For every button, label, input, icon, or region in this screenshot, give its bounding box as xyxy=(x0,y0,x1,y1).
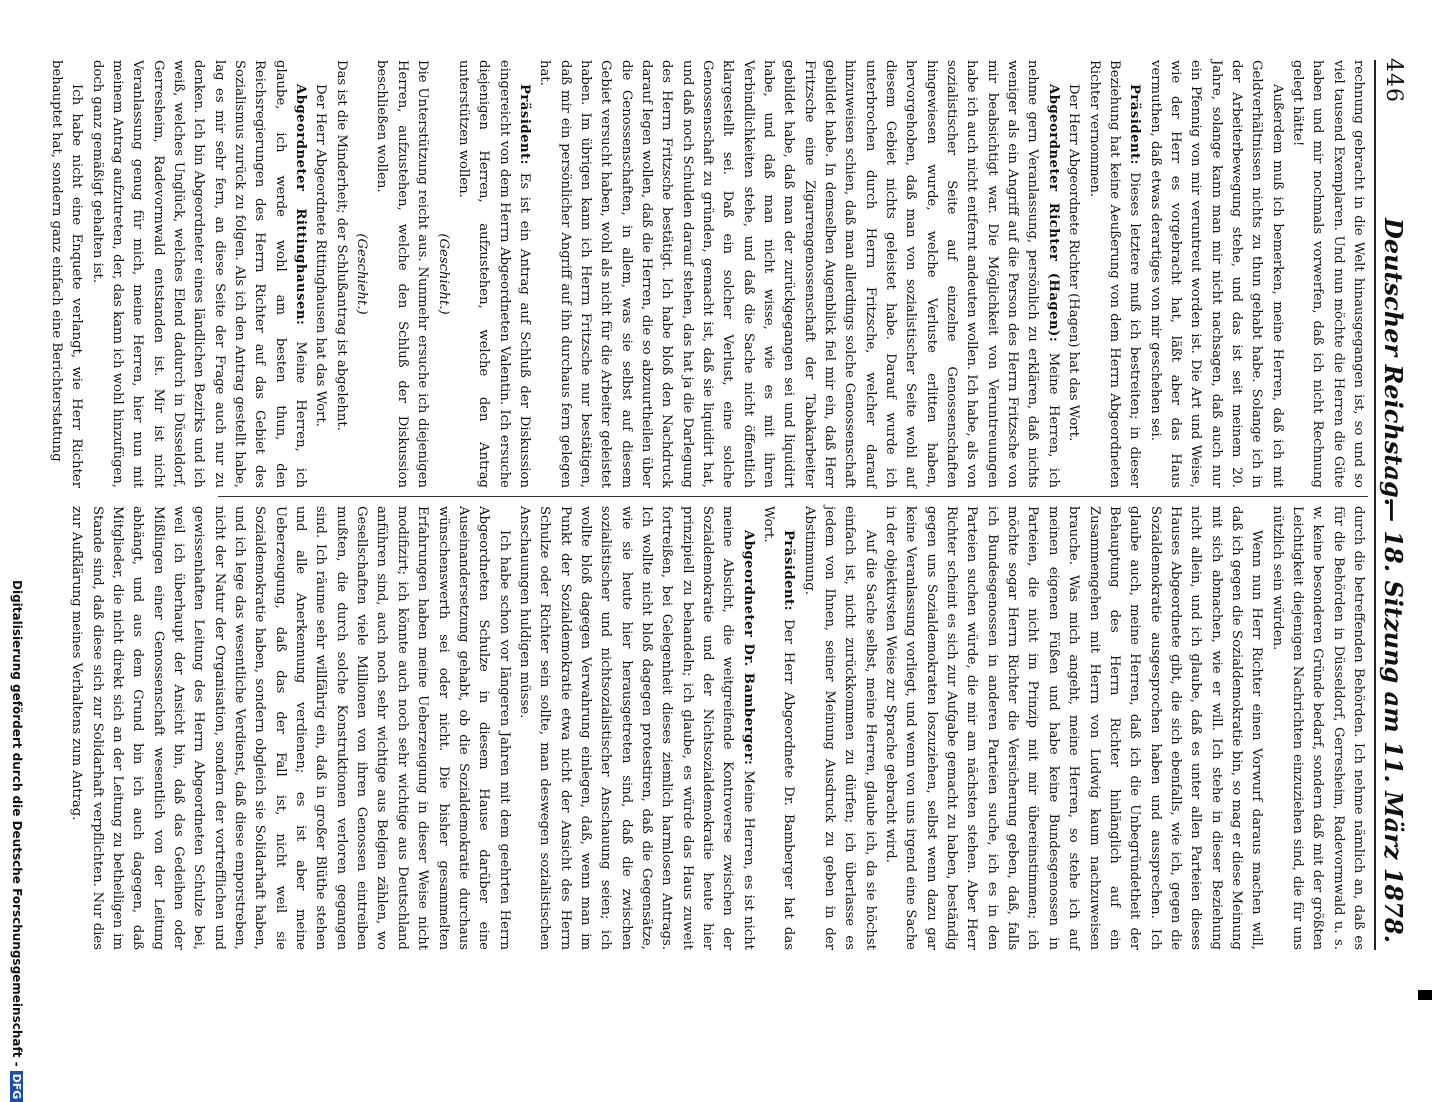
page-number: 446 xyxy=(1381,58,1406,103)
stage-direction: (Geschieht.) xyxy=(354,233,370,315)
text-column-left xyxy=(49,60,1368,488)
dfg-logo: DFG xyxy=(10,1071,23,1102)
paragraph: Ich habe nicht eine Enquete verlangt, wie Herr Richter behauptet hat, sondern ganz einfach eine Berichterstattung xyxy=(49,60,85,488)
speaker-name: Präsident: xyxy=(1127,84,1143,166)
text-column-right xyxy=(69,506,1368,950)
speech-text: Meine Herren, ich nehme gern Veranlassung, persönlich zu erklären, daß nichts weniger als ein Angriff auf die Person des Herrn Fritzsche von mir beabsichtigt war. Die Möglichkeit von Veruntreuungen habe ich auch nicht entfernt andeuten wollen. Ich habe, als von sozialistischer Seite auf einzelne Genossenschaften hingewiesen wurde, welche Verluste erlitten haben, hervorgehoben, daß man von sozialistischer Seite wohl auf diesem Gebiet nichts geleistet habe. Darauf wurde ich unterbrochen durch Herrn Fritzsche, welcher darauf hinzuweisen schien, daß man allerdings solche Genossenschaft gebildet habe. In demselben Augenblick fiel mir ein, daß Herr Fritzsche eine Zigarrengenossenschaft der Tabakarbeiter gebildet habe, daß man der zurückgegangen sei und liquidirt habe, und daß man nicht wisse, wie es mit ihren Verbindlichkeiten stehe, und daß die Sache nicht öffentlich klargestellt sei. Daß ein solcher Verlust, eine solche Genossenschaft zu gründen, gemacht ist, daß sie liquidirt hat, und daß noch Schulden darauf stehen, das hat ja die Darlegung des Herrn Fritzsche bestätigt. Ich habe bloß den Nachdruck darauf legen wollen, daß die Herren, die so abzuurtheilen über die Genossenschaften, in allem, was sie selbst auf diesem Gebiet versucht haben, wohl als nicht für die Arbeiter geleistet haben. Im übrigen kann ich Herrn Fritzsche nur bestätigen, daß mir ein persönlicher Angriff auf ihn durchaus fern gelegen hat. xyxy=(537,60,1061,488)
digitization-credit xyxy=(4,580,24,1100)
paragraph: Der Herr Abgeordnete Richter (Hagen) hat das Wort. xyxy=(1066,84,1082,442)
header-rule xyxy=(1374,60,1376,950)
speaker-name: Abgeordneter Dr. Bamberger: xyxy=(740,530,756,766)
paragraph: rechnung gebracht in die Welt hinausgegangen ist, so und so viel tausend Exemplaren. Und nun möchte die Herren die Güte haben und mir nochmals vorwerfen, daß ich nicht Rechnung gelegt hätte! xyxy=(1289,60,1366,488)
speech-text: Dieses letztere muß ich bestreiten; in dieser Beziehung hat keine Aeußerung von dem Herrn Abgeordneten Richter vernommen. xyxy=(1086,60,1143,488)
speech-paragraph xyxy=(86,60,310,488)
scan-corner-mark xyxy=(1418,990,1432,1000)
speech-paragraph xyxy=(1083,60,1144,488)
speech-text: Es ist ein Antrag auf Schluß der Diskussion eingereicht von dem Herrn Abgeordneten Valentin. Ich ersuche diejenigen Herren, aufzustehen, welche den Antrag unterstützen wollen. xyxy=(455,60,532,488)
speech-paragraph xyxy=(758,506,799,950)
paragraph: Auf die Sache selbst, meine Herren, glaube ich, da sie höchst einfach ist, nicht zurückkommen zu dürfen; ich überlasse es jedem von Ihnen, seiner Meinung Ausdruck zu geben in der Abstimmung. xyxy=(801,506,878,950)
paragraph: Die Unterstützung reicht aus. Nunmehr ersuche ich diejenigen Herren, aufzustehen, welche den Schluß der Diskussion beschließen wollen. xyxy=(374,60,431,488)
paragraph: Der Herr Abgeordnete Rittinghausen hat das Wort. xyxy=(313,84,329,427)
speaker-name: Abgeordneter Rittinghausen: xyxy=(293,84,309,326)
paragraph: Das ist die Minderheit; der Schlußantrag ist abgelehnt. xyxy=(333,60,349,431)
paragraph: Ich habe schon vor längeren Jahren mit dem geehrten Herrn Abgeordneten Schulze in diesem Hause darüber eine Auseinandersetzung gehabt, ob die Sozialdemokratie durchaus wünschenswerth sei oder nicht. Die bisher gesammelten Erfahrungen haben meine Ueberzeugung in dieser Weise nicht modifizirt; ich könnte auch noch sehr wichtige aus Deutschland anführen sind, auch noch sehr wichtige aus Belgien zählen, wo Gesellschaften viele Millionen von ihren Genossen eintreiben mußten, die durch solche Konstruktionen verloren gegangen sind. Ich räume sehr willfährig ein, daß in großer Blüthe stehen und alle Anerkennung verdienen; es ist aber meine Ueberzeugung, daß das der Fall ist, nicht weil sie Sozialdemokratie haben, sondern obgleich sie Solidarhaft haben, und ich lege das wesentliche Verdienst, daß diese emporstreben, nicht der Natur der Organisation, sondern der vortrefflichen und gewissenhaften Leitung des Herrn Abgeordneten Schulze bei, weil ich überhaupt der Ansicht bin, daß das Gedeihen oder Mißlingen einer Genossenschaft wesentlich von der Leitung abhängt, und aus dem Grund bin ich auch dagegen, daß Mitglieder, die nicht direkt sich an der Leitung zu betheiligen im Stande sind, daß diese sich zur Solidarhaft verpflichten. Nur dies zur Aufklärung meines Verhaltens zum Antrag. xyxy=(69,506,512,950)
speech-text: Meine Herren, ich glaube, ich werde wohl am besten thun, den Reichsregierungen des Herrn Richter auf das Gebiet des Sozialismus zurück zu folgen. Als ich den Antrag gestellt habe, lag es mir sehr fern, an diese Seite der Frage auch nur zu denken. Ich bin Abgeordneter eines ländlichen Bezirks und ich weiß, welches Unglück, welches Elend dadurch in Düsseldorf, Gerresheim, Radevormwald entstanden ist. Mir ist nicht Veranlassung genug für mich, meine Herren, hier nun mit meinem Antrag aufzutreten, der, das kann ich wohl hinzufügen, doch ganz gemäßigt gehalten ist. xyxy=(89,60,309,488)
credit-text: Digitalisierung gefördert durch die Deutsche Forschungsgemeinschaft - xyxy=(10,580,24,1067)
paragraph: Außerdem muß ich bemerken, meine Herren, daß ich mit Geldverhältnissen nichts zu thun gehabt habe. Solange ich in der Arbeiterbewegung stehe, und das ist seit meinem 20. Jahre, solange kann man mir nicht nachsagen, daß auch nur ein Pfennig von mir veruntreut worden ist. Die Art und Weise, wie der Herr es vorgebracht hat, läßt aber das Haus vermuthen, daß etwas derartiges von mir geschehen sei. xyxy=(1147,60,1285,488)
paragraph: Wenn nun Herr Richter einen Vorwurf daraus machen will, daß ich gegen die Sozialdemokratie bin, so mag er diese Meinung mit sich abmachen, wie er will. Ich stehe in dieser Beziehung nicht allein, und ich glaube, daß es unter allen Parteien dieses Hauses Abgeordnete gibt, die sich ebenfalls, wie ich, gegen die Sozialdemokratie ausgesprochen haben und aussprechen. Ich glaube auch, meine Herren, daß ich die Unbegründetheit der Behauptung des Herrn Richter hinlänglich auf ein Zusammengehen mit Herrn von Ludwig kaum nachzuweisen brauche. Was mich angeht, meine Herren, so stehe ich auf meinen eigenen Füßen und habe keine Bundesgenossen in Parteien, die nicht im Prinzip mit mir übereinstimmen; ich möchte sogar Herrn Richter die Versicherung geben, daß, falls ich Bundesgenossen in anderen Parteien suche, ich es in den Parteien suchen würde, die mir am nächsten stehen. Aber Herr Richter scheint es sich zur Aufgabe gemacht zu haben, beständig gegen uns Sozialdemokraten loszuziehen, selbst wenn dazu gar keine Veranlassung vorliegt, und wenn von uns irgend eine Sache in der objektivsten Weise zur Sprache gebracht wird. xyxy=(883,506,1265,950)
speech-paragraph xyxy=(534,60,1063,488)
speech-paragraph xyxy=(453,60,534,488)
publication-title: Deutscher Reichstag. xyxy=(1379,218,1408,507)
column-divider xyxy=(218,496,1368,497)
session-title: — 18. Sitzung am 11. März 1878. xyxy=(1379,498,1408,943)
speaker-name: Abgeordneter Richter (Hagen): xyxy=(1045,84,1061,343)
speaker-name: Präsident: xyxy=(516,84,532,166)
stage-direction: (Geschieht.) xyxy=(435,233,451,315)
speaker-name: Präsident: xyxy=(781,530,797,612)
paragraph: durch die betreffenden Behörden. Ich nehme nämlich an, daß es für die Behörden in Düsseldorf, Gerresheim, Radevormwald u. s. w. keine besonderen Gründe bedarf, sondern daß mit der größten Leichtigkeit diejenigen Nachrichten einzuziehen sind, die für uns nützlich sein würden. xyxy=(1269,506,1366,950)
speech-text: Der Herr Abgeordnete Dr. Bamberger hat das Wort. xyxy=(761,506,797,950)
speech-text: Meine Herren, es ist nicht meine Absicht, die weitgreifende Kontroverse zwischen der Sozialdemokratie und der Nichtsozialdemokratie heute hier prinzipiell zu behandeln; ich glaube, es würde das Haus zuweit fortreißen, bei Gelegenheit dieses ziemlich harmlosen Antrags. Ich wollte nicht bloß dagegen protestiren, daß die Gegensätze, wie sie heute hier herausgetreten sind, daß die zwischen sozialistischer und nichtsozialistischer Anschauung seien; ich wollte bloß dagegen Verwahrung einlegen, daß, wenn man im Punkt der Sozialdemokratie etwa nicht der Ansicht des Herrn Schulze oder Richter sein sollte, man deswegen sozialistischen Anschauungen huldigen müsse. xyxy=(516,506,756,950)
page-header xyxy=(1372,58,1426,948)
speech-paragraph xyxy=(514,506,758,950)
